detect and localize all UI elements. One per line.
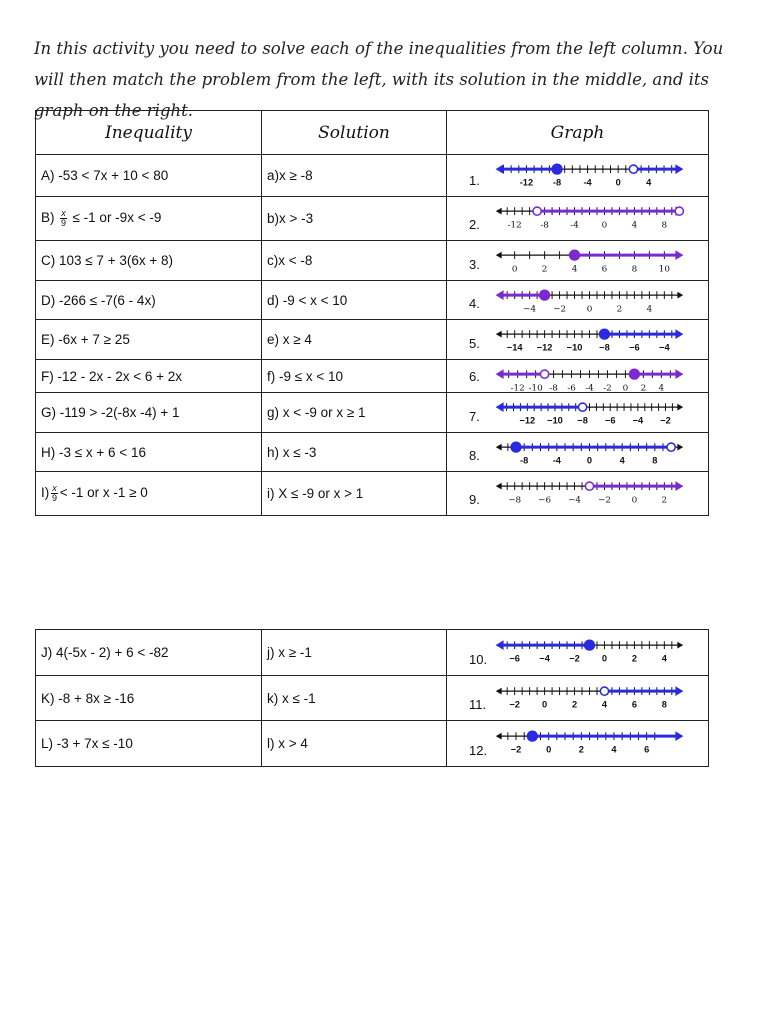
matching-table-2 [35, 629, 709, 767]
inequality-text: F) -12 - 2x - 2x < 6 + 2x [41, 368, 183, 384]
solution-cell [262, 155, 447, 197]
closed-point [511, 442, 521, 452]
axis-arrow-right [677, 404, 683, 411]
tick-label: -12 [507, 220, 522, 231]
tick-label: −2 [569, 653, 580, 664]
graph-cell [447, 360, 709, 393]
inequality-text: A) -53 < 7x + 10 < 80 [41, 168, 169, 183]
number-line-graph [487, 435, 692, 471]
tick-label: 4 [631, 220, 638, 231]
tick-label: -4 [552, 455, 561, 466]
tick-label: −2 [660, 415, 671, 426]
solution-cell [262, 433, 447, 472]
ray-arrow-right [675, 731, 683, 741]
tick-label: 4 [646, 177, 652, 188]
table-row [36, 360, 709, 393]
tick-label: −4 [568, 495, 581, 506]
solution-text: e) x ≥ 4 [267, 332, 312, 347]
inequality-cell [36, 155, 262, 197]
number-line-graph [487, 283, 692, 319]
tick-label: 0 [511, 264, 518, 275]
graph-cell [447, 433, 709, 472]
graph-cell [447, 155, 709, 197]
solution-text: i) X ≤ -9 or x > 1 [267, 486, 364, 501]
graph-cell [447, 197, 709, 241]
ray-arrow-left [496, 402, 504, 412]
tick-label: 6 [644, 744, 650, 755]
tick-label: −8 [577, 415, 588, 426]
axis-arrow-left [496, 687, 502, 694]
solution-cell [262, 281, 447, 320]
solution-text: h) x ≤ -3 [267, 444, 317, 460]
tick-label: 0 [586, 304, 593, 315]
open-point [585, 482, 593, 490]
open-point [540, 370, 548, 378]
solution-cell [262, 676, 447, 721]
fraction-numerator: x [52, 483, 57, 493]
tick-label: -4 [570, 220, 579, 231]
inequality-cell [36, 360, 262, 393]
tick-label: -8 [540, 220, 549, 231]
solution-text: c)x < -8 [267, 253, 313, 268]
tick-label: 8 [661, 699, 667, 710]
closed-point [585, 640, 595, 650]
tick-label: −6 [604, 415, 616, 426]
table-row [36, 393, 709, 433]
tick-label: 2 [631, 653, 637, 664]
open-point [533, 207, 541, 215]
tick-label: 4 [601, 699, 608, 710]
inequality-text: J) 4(-5x - 2) + 6 < -82 [41, 645, 169, 660]
inequality-cell [36, 676, 262, 721]
tick-label: −4 [659, 342, 670, 353]
axis-arrow-left [496, 444, 502, 451]
solution-cell [262, 320, 447, 360]
tick-label: 0 [615, 177, 621, 188]
closed-point [527, 731, 537, 741]
tick-label: 2 [616, 304, 623, 315]
inequality-text: G) -119 > -2(-8x -4) + 1 [41, 405, 180, 420]
tick-label: −2 [509, 699, 520, 710]
ray-arrow-right [675, 250, 683, 260]
tick-label: 0 [631, 495, 638, 506]
tick-label: −8 [508, 495, 522, 506]
tick-label: −10 [566, 342, 583, 353]
tick-label: -4 [585, 383, 594, 394]
tick-label: 4 [658, 383, 665, 394]
inequality-text: D) -266 ≤ -7(6 - 4x) [41, 292, 156, 308]
axis-arrow-right [677, 642, 683, 649]
inequality-text: C) 103 ≤ 7 + 3(6x + 8) [41, 253, 173, 268]
number-line-graph [487, 724, 692, 760]
tick-label: -8 [520, 455, 529, 466]
inequality-text: L) -3 + 7x ≤ -10 [41, 736, 133, 751]
tick-label: −4 [632, 415, 644, 426]
solution-cell [262, 721, 447, 767]
open-point [667, 443, 675, 451]
tick-label: 4 [646, 304, 653, 315]
closed-point [570, 250, 580, 260]
graph-cell [447, 241, 709, 281]
tick-label: 2 [640, 383, 647, 394]
ray-arrow-right [675, 369, 683, 379]
ray-arrow-right [675, 329, 683, 339]
tick-label: −2 [553, 304, 567, 315]
number-line-graph [487, 322, 692, 358]
table-row [36, 433, 709, 472]
tick-label: -8 [549, 383, 558, 394]
inequality-text: K) -8 + 8x ≥ -16 [41, 690, 135, 706]
graph-cell [447, 393, 709, 433]
table-row [36, 630, 709, 676]
tick-label: −6 [629, 342, 640, 353]
solution-cell [262, 472, 447, 516]
inequality-cell [36, 241, 262, 281]
graph-number: 2. [469, 217, 480, 232]
graph-number: 3. [469, 257, 480, 272]
graph-number: 7. [469, 409, 480, 424]
table-row [36, 241, 709, 281]
inequality-prefix: B) [41, 210, 59, 226]
tick-label: -8 [552, 177, 562, 188]
closed-point [540, 290, 550, 300]
number-line-graph [487, 633, 692, 669]
table-row [36, 320, 709, 360]
inequality-cell [36, 630, 262, 676]
solution-cell [262, 630, 447, 676]
solution-text: k) x ≤ -1 [267, 690, 316, 706]
tick-label: −2 [598, 495, 611, 506]
tick-label: 0 [601, 220, 608, 231]
axis-arrow-left [496, 252, 502, 259]
tick-label: −12 [536, 342, 553, 353]
tick-label: −12 [519, 415, 536, 426]
table-row [36, 721, 709, 767]
fraction-denominator: 9 [51, 493, 57, 503]
axis-arrow-left [496, 733, 502, 740]
tick-label: 4 [611, 744, 617, 755]
tick-label: −4 [523, 304, 537, 315]
number-line-graph [487, 474, 692, 510]
table-row [36, 197, 709, 241]
axis-arrow-left [496, 208, 502, 215]
graph-cell [447, 281, 709, 320]
ray-arrow-right [675, 686, 683, 696]
tick-label: 6 [631, 699, 637, 710]
table-row [36, 472, 709, 516]
tick-label: -10 [528, 383, 543, 394]
solution-cell [262, 241, 447, 281]
axis-arrow-right [677, 444, 683, 451]
ray-arrow-left [496, 640, 504, 650]
tick-label: −2 [510, 744, 522, 755]
graph-number: 9. [469, 492, 480, 507]
graph-number: 11. [469, 697, 487, 712]
ray-arrow-left [496, 290, 504, 300]
tick-label: −6 [509, 653, 520, 664]
tick-label: 2 [541, 264, 548, 275]
inequality-cell [36, 472, 262, 516]
table-row [36, 676, 709, 721]
graph-number: 5. [469, 336, 480, 351]
graph-number: 12. [469, 743, 488, 758]
solution-cell [262, 360, 447, 393]
tick-label: 2 [578, 744, 584, 755]
solution-cell [262, 393, 447, 433]
tick-label: 4 [661, 653, 667, 664]
ray-arrow-right [675, 164, 683, 174]
tick-label: 4 [619, 455, 625, 466]
graph-cell [447, 630, 709, 676]
ray-arrow-left [496, 164, 504, 174]
graph-cell [447, 472, 709, 516]
inequality-cell [36, 393, 262, 433]
tick-label: 2 [661, 495, 668, 506]
inequality-cell [36, 721, 262, 767]
table-row [36, 155, 709, 197]
closed-point [600, 329, 610, 339]
header-inequality: Inequality [36, 111, 262, 155]
open-point [600, 687, 608, 695]
tick-label: 4 [571, 264, 578, 275]
solution-cell [262, 197, 447, 241]
header-solution: Solution [262, 111, 447, 155]
graph-number: 6. [469, 369, 480, 384]
number-line-graph [487, 243, 692, 279]
tick-label: -12 [519, 177, 534, 188]
solution-text: l) x > 4 [267, 736, 308, 751]
solution-text: d) -9 < x < 10 [267, 292, 348, 308]
tick-label: -6 [567, 383, 576, 394]
tick-label: 0 [542, 699, 548, 710]
inequality-text: E) -6x + 7 ≥ 25 [41, 332, 130, 347]
tick-label: 6 [601, 264, 608, 275]
solution-text: b)x > -3 [267, 211, 314, 226]
number-line-graph [487, 157, 692, 193]
inequality-cell [36, 433, 262, 472]
tick-label: −6 [538, 495, 552, 506]
tick-label: 0 [586, 455, 593, 466]
fraction-denominator: 9 [61, 218, 67, 228]
axis-arrow-left [496, 331, 502, 338]
tick-label: −8 [599, 342, 610, 353]
open-point [578, 403, 586, 411]
ray-arrow-left [496, 369, 504, 379]
inequality-suffix: < -1 or x -1 ≥ 0 [59, 485, 148, 501]
inequality-cell [36, 197, 262, 241]
inequality-cell [36, 320, 262, 360]
open-point [629, 165, 637, 173]
matching-table-1 [35, 110, 709, 516]
inequality-prefix: I) [41, 485, 50, 501]
tick-label: −14 [506, 342, 523, 353]
closed-point [552, 164, 562, 174]
graph-number: 4. [469, 296, 480, 311]
tick-label: 8 [661, 220, 668, 231]
axis-arrow-right [677, 292, 683, 299]
header-graph: Graph [447, 111, 709, 155]
tick-label: −4 [539, 653, 550, 664]
tick-label: 0 [601, 653, 608, 664]
tick-label: -12 [510, 383, 525, 394]
inequality-cell [36, 281, 262, 320]
closed-point [630, 369, 640, 379]
axis-arrow-left [496, 483, 502, 490]
graph-cell [447, 721, 709, 767]
tick-label: 8 [631, 264, 638, 275]
graph-number: 10. [469, 652, 488, 667]
tick-label: −10 [547, 415, 563, 426]
tick-label: 10 [658, 264, 670, 275]
table-row [36, 281, 709, 320]
solution-text: f) -9 ≤ x < 10 [267, 368, 344, 384]
solution-text: j) x ≥ -1 [267, 645, 312, 660]
ray-arrow-right [675, 481, 683, 491]
number-line-graph [487, 395, 692, 431]
number-line-graph [487, 679, 692, 715]
solution-text: a)x ≥ -8 [267, 168, 313, 183]
number-line-graph [487, 199, 692, 235]
tick-label: -2 [603, 383, 612, 394]
tick-label: -4 [583, 177, 592, 188]
fraction-numerator: x [61, 208, 66, 218]
inequality-text: H) -3 ≤ x + 6 < 16 [41, 444, 146, 460]
tick-label: 0 [546, 744, 552, 755]
graph-cell [447, 676, 709, 721]
instructions: In this activity you need to solve each of the inequalities from the left column. You will then match the problem from the left, with its solution in the middle, and its graph on the right. [34, 39, 724, 120]
solution-text: g) x < -9 or x ≥ 1 [267, 405, 366, 420]
open-point [675, 207, 683, 215]
tick-label: 2 [571, 699, 578, 710]
graph-cell [447, 320, 709, 360]
graph-number: 8. [469, 448, 480, 463]
graph-number: 1. [469, 173, 480, 188]
tick-label: 0 [622, 383, 629, 394]
fraction [60, 209, 67, 228]
inequality-suffix: ≤ -1 or -9x < -9 [68, 210, 162, 226]
fraction [51, 484, 58, 503]
tick-label: 8 [652, 455, 658, 466]
